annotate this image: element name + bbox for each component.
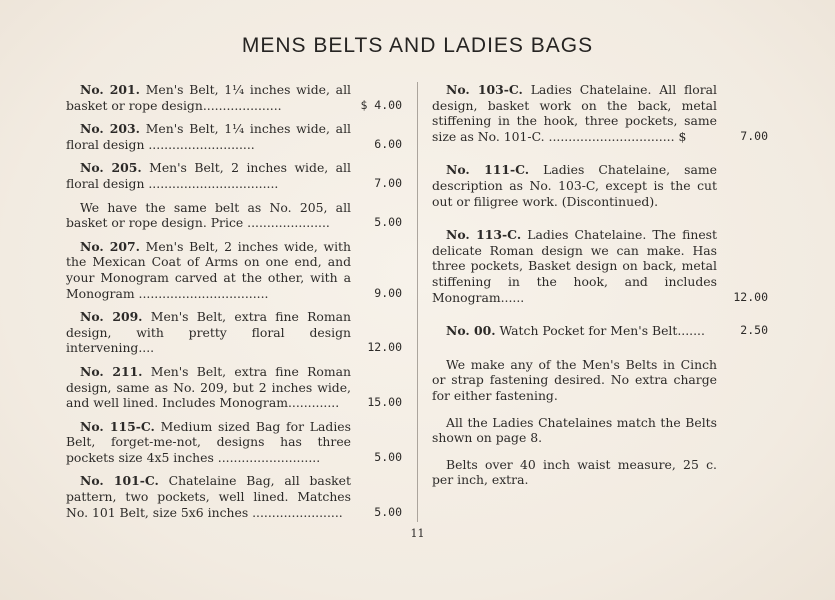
item-number: No. 101-C. [80,473,159,489]
item-description: Watch Pocket for Men's Belt....... [495,323,705,339]
item-price: 2.50 [740,323,768,338]
item-description: Chatelaine Bag, all basket pattern, two pockets, well lined. Matches No. 101 Belt, size 5x6 inches ....................... [66,473,351,520]
item-description: Men's Belt, 1¼ inches wide, all basket or rope design.................... [66,82,351,113]
item-price: 5.00 [374,215,402,230]
item-description: Men's Belt, 2 inches wide, with the Mexican Coat of Arms on one end, and your Monogram carved at the other, with a Monogram ................................. [66,238,351,301]
price-entry [66,200,402,231]
item-price: $ 4.00 [360,97,402,112]
item-number: No. 115-C. [80,418,155,434]
left-column [66,82,402,528]
price-entry [432,323,768,339]
item-number: No. 211. [80,363,143,379]
item-number: No. 113-C. [446,227,522,243]
item-description: We have the same belt as No. 205, all basket or rope design. Price ..................... [66,199,351,231]
price-entry [66,160,402,191]
item-description: Ladies Chatelaine, same description as No. 103-C, except is the cut out or filigree work. (Discontinued). [432,162,717,209]
item-price: 5.00 [374,449,402,464]
item-price: 6.00 [374,136,402,151]
price-entry [66,82,402,113]
price-entry [432,227,768,305]
item-number: No. 207. [80,238,140,254]
item-number: No. 111-C. [446,162,530,178]
price-entry [66,473,402,520]
note-fastening: We make any of the Men's Belts in Cinch or strap fastening desired. No extra charge for either fastening. [432,356,717,403]
note-chatelaines: All the Ladies Chatelaines match the Belts shown on page 8. [432,414,717,446]
price-entry [66,309,402,356]
item-description: Men's Belt, extra fine Roman design, with pretty floral design intervening.... [66,309,352,356]
item-description: Medium sized Bag for Ladies Belt, forget-me-not, designs has three pockets size 4x5 inches .......................... [66,418,351,465]
page-title: MENS BELTS AND LADIES BAGS [241,34,594,57]
item-number: No. 103-C. [446,82,523,97]
item-description: Ladies Chatelaine. The finest delicate Roman design we can make. Has three pockets, Basket design on back, metal stiffening in the hook, and includes Monogram...... [432,227,717,305]
item-description: Men's Belt, 1¼ inches wide, all floral design ........................... [66,121,351,152]
item-number: No. 203. [80,121,140,137]
item-description: Men's Belt, extra fine Roman design, same as No. 209, but 2 inches wide, and well lined. Includes Monogram............. [66,363,352,411]
item-price: 15.00 [367,395,402,410]
column-divider [417,82,418,522]
note-waist-measure: Belts over 40 inch waist measure, 25 c. per inch, extra. [432,456,717,488]
item-number: No. 205. [80,160,142,176]
price-entry [66,121,402,152]
item-price: 12.00 [367,340,402,355]
item-number: No. 00. [446,323,496,339]
price-entry [432,82,768,144]
item-price: 7.00 [740,128,768,143]
price-entry [432,162,768,209]
item-price: 7.00 [374,175,402,190]
price-entry [66,419,402,466]
page-number: 11 [410,527,425,540]
price-entry [66,364,402,411]
price-entry [66,239,402,301]
item-description: Ladies Chatelaine. All floral design, basket work on the back, metal stiffening in the hook, three pockets, same size as No. 101-C. ................................ $ [432,82,717,144]
right-column [432,82,768,499]
item-price: 12.00 [733,289,768,304]
item-price: 9.00 [374,285,402,300]
item-number: No. 209. [80,309,143,325]
item-description: Men's Belt, 2 inches wide, all floral design ................................. [66,160,351,191]
item-price: 5.00 [374,504,402,519]
item-number: No. 201. [80,82,140,97]
